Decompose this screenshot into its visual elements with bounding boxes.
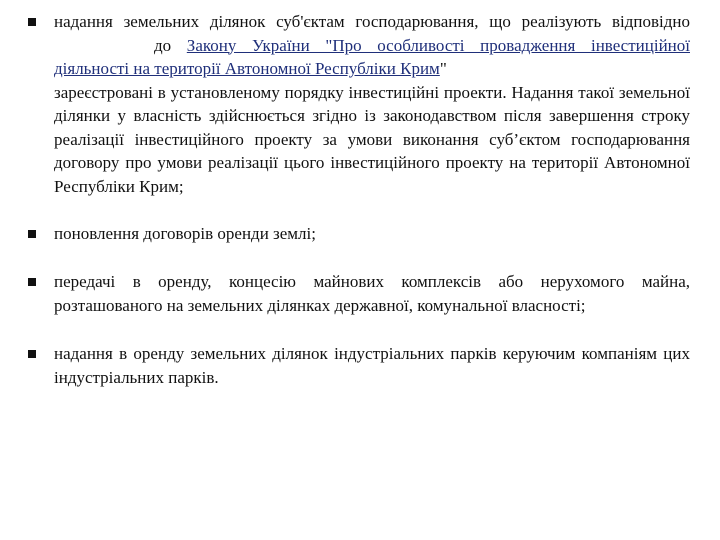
bullet-item-industrial-parks bbox=[28, 342, 690, 390]
law-link[interactable]: Закону України "Про особливості провадження інвестиційної діяльності на території Автономної Республіки Крим bbox=[54, 35, 690, 78]
bullet-text: надання в оренду земельних ділянок індустріальних парків керуючим компаніям цих індустріальних парків. bbox=[54, 344, 690, 387]
bullet-item-land-plots-investment bbox=[28, 10, 690, 198]
bullet-text-do: до bbox=[154, 35, 172, 55]
square-bullet-icon bbox=[28, 350, 36, 358]
square-bullet-icon bbox=[28, 278, 36, 286]
bullet-text-before-link: надання земельних ділянок суб'єктам господарювання, що реалізують відповідно bbox=[54, 12, 690, 31]
bullet-list bbox=[28, 10, 690, 414]
bullet-text: поновлення договорів оренди землі; bbox=[54, 224, 316, 243]
square-bullet-icon bbox=[28, 18, 36, 26]
bullet-item-lease-concession bbox=[28, 270, 690, 318]
law-link-close-quote: " bbox=[439, 59, 447, 78]
square-bullet-icon bbox=[28, 230, 36, 238]
bullet-text: передачі в оренду, концесію майнових комплексів або нерухомого майна, розташованого на земельних ділянках державної, комунальної власності; bbox=[54, 272, 690, 315]
bullet-item-lease-renewal bbox=[28, 222, 690, 246]
bullet-text-after-link: зареєстровані в установленому порядку інвестиційні проекти. Надання такої земельної ділянки у власність здійснюється згідно із законодавством після завершення строку реалізації інвестиційного проекту за умови виконання суб’єктом господарювання договору про умови реалізації цього інвестиційного проекту на території Автономної Республіки Крим; bbox=[54, 82, 690, 196]
